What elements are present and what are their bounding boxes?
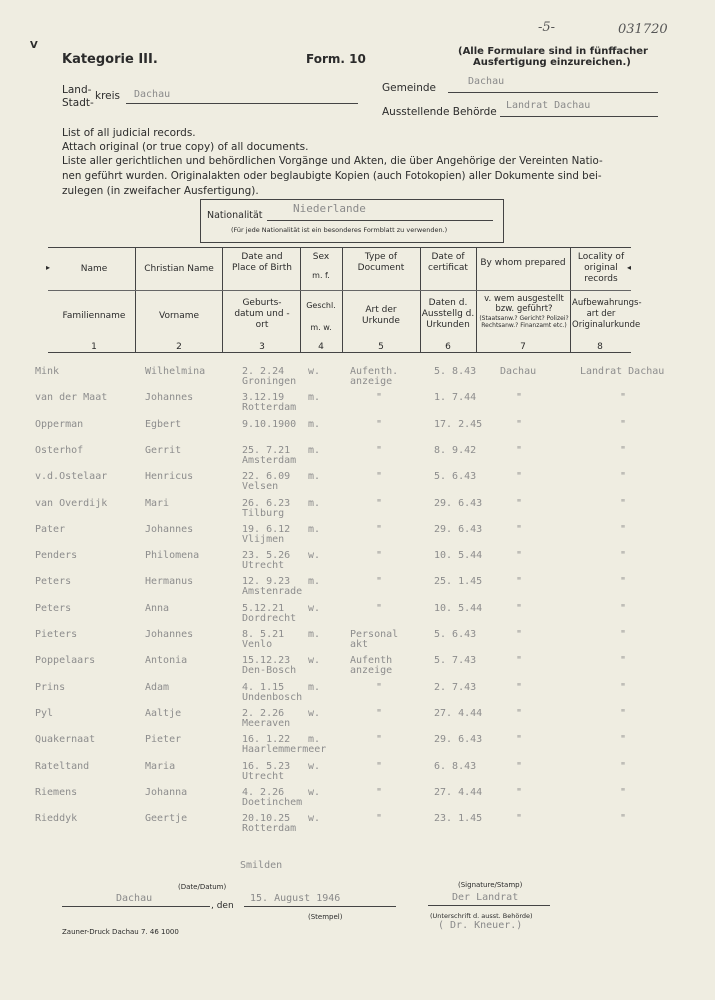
cell-document-type: " [376, 471, 383, 483]
cell-sex: w. [308, 602, 321, 614]
col-header-geburtsdatum: Geburts-datum und -ort [234, 298, 290, 330]
cell-prepared-by: Dachau [500, 366, 537, 377]
cell-prepared-by: " [516, 523, 523, 535]
stadt-label: Stadt- [62, 97, 94, 109]
cell-birth-place: Rotterdam [242, 823, 297, 835]
cell-name: v.d.Ostelaar [35, 471, 108, 483]
cell-birth-date: 2. 2.24 [242, 366, 285, 377]
cell-name: Rieddyk [35, 813, 78, 825]
cell-birth-date: 15.12.23 [242, 655, 291, 667]
cell-birth-place: Utrecht [242, 770, 285, 782]
cell-certificate-date: 5. 6.43 [434, 471, 477, 483]
cell-birth-date: 25. 7.21 [242, 444, 291, 456]
cell-document-type: " [376, 497, 383, 509]
cell-vorname: Egbert [145, 418, 182, 430]
cell-vorname: Anna [145, 602, 170, 614]
cell-birth-date: 26. 6.23 [242, 497, 291, 509]
cell-locality: " [620, 629, 627, 640]
col-header-birth: Date and Place of Birth [232, 252, 292, 273]
cell-sex: m. [308, 734, 321, 746]
cell-prepared-by: " [516, 734, 523, 746]
cell-certificate-date: 25. 1.45 [434, 576, 483, 588]
cell-document-type: " [376, 734, 383, 746]
cell-prepared-by: " [516, 655, 523, 667]
cell-document-type: " [376, 707, 383, 719]
cell-birth-place: Velsen [242, 481, 279, 493]
nationality-box [200, 199, 504, 243]
cell-prepared-by: " [516, 707, 523, 719]
cell-prepared-by: " [516, 629, 523, 640]
nationality-label: Nationalität [207, 210, 263, 221]
cell-vorname: Maria [145, 760, 176, 772]
handwritten-page-number: -5- [538, 20, 556, 35]
cell-document-type: Aufenth. [350, 366, 399, 377]
cell-sex: m. [308, 629, 321, 640]
cell-document-type: " [376, 813, 383, 825]
col-header-daten-ausstellung: Daten d. Ausstellg d. Urkunden [421, 298, 475, 330]
cell-prepared-by: " [516, 550, 523, 562]
cell-sex: w. [308, 786, 321, 798]
gemeinde-value: Dachau [468, 76, 505, 87]
cell-sex: m. [308, 418, 321, 430]
cell-prepared-by: " [516, 392, 523, 404]
cell-name: Mink [35, 366, 60, 377]
place-value: Dachau [116, 893, 153, 904]
cell-vorname: Johannes [145, 392, 194, 404]
cell-vorname: Johannes [145, 523, 194, 535]
cell-name: Pater [35, 523, 66, 535]
instruction-de-line-3: zulegen (in zweifacher Ausfertigung). [62, 185, 259, 197]
cell-name: Osterhof [35, 444, 84, 456]
cell-sex: w. [308, 813, 321, 825]
cell-sex: m. [308, 444, 321, 456]
cell-birth-date: 22. 6.09 [242, 471, 291, 483]
cell-prepared-by: " [516, 813, 523, 825]
cell-locality: " [620, 813, 627, 825]
cell-birth-date: 4. 1.15 [242, 681, 285, 693]
cell-locality: " [620, 681, 627, 693]
cell-birth-place: Tilburg [242, 507, 285, 519]
cell-sex: w. [308, 707, 321, 719]
cell-locality: " [620, 760, 627, 772]
col-header-ausgestellt: v. wem ausgestellt bzw. geführt? [484, 294, 564, 314]
cell-certificate-date: 6. 8.43 [434, 760, 477, 772]
col-header-sex-mf: m. f. [312, 271, 330, 280]
cell-name: Pyl [35, 707, 54, 719]
cell-name: Poppelaars [35, 655, 96, 667]
cell-name: Quakernaat [35, 734, 96, 746]
col-number-2: 2 [176, 342, 182, 352]
cell-document-type: " [376, 681, 383, 693]
col-header-locality: Locality of original records [577, 252, 625, 284]
cell-vorname: Henricus [145, 471, 194, 483]
cell-name: van Overdijk [35, 497, 108, 509]
col-header-sex: Sex [312, 252, 330, 262]
cell-sex: w. [308, 550, 321, 562]
cell-locality: " [620, 523, 627, 535]
last-birth-place: Smilden [240, 860, 283, 871]
cell-document-type: " [376, 550, 383, 562]
cell-document-type-cont: akt [350, 639, 369, 650]
col-number-3: 3 [259, 342, 265, 352]
cell-locality: " [620, 392, 627, 404]
cell-vorname: Antonia [145, 655, 188, 667]
cell-birth-date: 5.12.21 [242, 602, 285, 614]
cell-certificate-date: 1. 7.44 [434, 392, 477, 404]
cell-birth-place: Utrecht [242, 560, 285, 572]
cell-prepared-by: " [516, 471, 523, 483]
cell-birth-date: 12. 9.23 [242, 576, 291, 588]
col-header-cert-date: Date of certificat [428, 252, 468, 273]
cell-locality: " [620, 497, 627, 509]
cell-vorname: Pieter [145, 734, 182, 746]
gemeinde-underline [448, 92, 658, 93]
copies-note-line1: (Alle Formulare sind in fünffacher [458, 46, 648, 57]
col-number-6: 6 [445, 342, 451, 352]
cell-birth-place: Venlo [242, 639, 273, 650]
cell-certificate-date: 5. 6.43 [434, 629, 477, 640]
date-value: 15. August 1946 [250, 893, 341, 904]
cell-locality: " [620, 707, 627, 719]
cell-birth-place: Doetinchem [242, 796, 303, 808]
behoerde-value: Landrat Dachau [506, 100, 591, 111]
kreis-value: Dachau [134, 89, 171, 100]
cell-document-type: " [376, 786, 383, 798]
signature-label: (Signature/Stamp) [458, 881, 523, 889]
cell-vorname: Johanna [145, 786, 188, 798]
cell-certificate-date: 2. 7.43 [434, 681, 477, 693]
cell-birth-date: 16. 5.23 [242, 760, 291, 772]
cell-name: Opperman [35, 418, 84, 430]
col-divider-7 [570, 247, 571, 353]
cell-locality: Landrat Dachau [580, 366, 665, 377]
cell-birth-date: 4. 2.26 [242, 786, 285, 798]
cell-sex: m. [308, 471, 321, 483]
arrow-left-marker: ▸ [46, 263, 51, 272]
cell-document-type-cont: anzeige [350, 665, 393, 677]
nationality-value: Niederlande [293, 202, 366, 215]
date-underline [244, 906, 396, 907]
col-header-geschl: Geschl. [306, 301, 336, 310]
cell-birth-place: Rotterdam [242, 402, 297, 414]
col-header-ausgestellt-note: (Staatsanw.? Gericht? Polizei? Rechtsanw.? Finanzamt etc.) [479, 315, 569, 329]
cell-vorname: Philomena [145, 550, 200, 562]
cell-name: Pieters [35, 629, 78, 640]
signature-value: Der Landrat [452, 892, 519, 903]
cell-document-type: " [376, 602, 383, 614]
cell-locality: " [620, 786, 627, 798]
cell-birth-date: 2. 2.26 [242, 707, 285, 719]
cell-sex: m. [308, 681, 321, 693]
place-underline [62, 906, 210, 907]
cell-document-type: " [376, 523, 383, 535]
cell-birth-place: Amstenrade [242, 586, 303, 598]
cell-vorname: Mari [145, 497, 170, 509]
cell-name: van der Maat [35, 392, 108, 404]
cell-sex: w. [308, 366, 321, 377]
cell-locality: " [620, 734, 627, 746]
cell-vorname: Hermanus [145, 576, 194, 588]
col-number-8: 8 [597, 342, 603, 352]
cell-document-type: Aufenth [350, 655, 393, 667]
instruction-de-line-2: nen geführt wurden. Originalakten oder beglaubigte Kopien (auch Fotokopien) aller Dokumente sind bei- [62, 170, 602, 182]
copies-note-line2: Ausfertigung einzureichen.) [473, 57, 631, 68]
cell-prepared-by: " [516, 444, 523, 456]
col-number-7: 7 [520, 342, 526, 352]
signer-name: ( Dr. Kneuer.) [438, 920, 523, 931]
den-label: , den [211, 901, 234, 911]
cell-prepared-by: " [516, 681, 523, 693]
col-number-4: 4 [318, 342, 324, 352]
cell-locality: " [620, 576, 627, 588]
handwritten-reference: 031720 [618, 22, 668, 37]
cell-vorname: Adam [145, 681, 170, 693]
cell-document-type-cont: anzeige [350, 376, 393, 387]
col-divider-6 [476, 247, 477, 353]
cell-birth-date: 8. 5.21 [242, 629, 285, 640]
signature-underline [428, 905, 550, 906]
cell-document-type: " [376, 418, 383, 430]
col-header-aufbewahrung: Aufbewahrungs-art der Originalurkunde [572, 298, 642, 330]
header-mid-line [48, 290, 631, 291]
col-divider-1 [135, 247, 136, 353]
cell-vorname: Johannes [145, 629, 194, 640]
cell-birth-date: 23. 5.26 [242, 550, 291, 562]
cell-document-type: " [376, 444, 383, 456]
cell-certificate-date: 10. 5.44 [434, 550, 483, 562]
cell-name: Rateltand [35, 760, 90, 772]
cell-vorname: Wilhelmina [145, 366, 206, 377]
cell-sex: w. [308, 760, 321, 772]
nationality-note: (Für jede Nationalität ist ein besonderes Formblatt zu verwenden.) [231, 226, 448, 234]
cell-locality: " [620, 444, 627, 456]
col-header-art-urkunde: Art der Urkunde [362, 305, 400, 326]
nationality-underline [267, 220, 493, 221]
cell-birth-date: 3.12.19 [242, 392, 285, 404]
cell-locality: " [620, 602, 627, 614]
instruction-de-line-1: Liste aller gerichtlichen und behördlichen Vorgänge und Akten, die über Angehörige der Vereinten Natio- [62, 155, 603, 167]
cell-birth-place: Groningen [242, 376, 297, 387]
corner-mark: V [30, 40, 38, 51]
printer-imprint: Zauner-Druck Dachau 7. 46 1000 [62, 928, 179, 936]
cell-name: Penders [35, 550, 78, 562]
col-header-vorname: Vorname [158, 311, 200, 321]
cell-prepared-by: " [516, 786, 523, 798]
form-number: Form. 10 [306, 52, 366, 66]
cell-sex: m. [308, 576, 321, 588]
cell-birth-place: Haarlemmermeer [242, 744, 327, 756]
cell-vorname: Aaltje [145, 707, 182, 719]
cell-name: Riemens [35, 786, 78, 798]
col-header-name: Name [80, 264, 108, 274]
gemeinde-label: Gemeinde [382, 82, 436, 94]
col-header-christian-name: Christian Name [144, 264, 214, 274]
cell-name: Peters [35, 602, 72, 614]
date-label: (Date/Datum) [178, 883, 227, 891]
cell-certificate-date: 29. 6.43 [434, 734, 483, 746]
cell-locality: " [620, 471, 627, 483]
cell-document-type: " [376, 392, 383, 404]
cell-birth-date: 9.10.1900 [242, 418, 297, 430]
cell-locality: " [620, 550, 627, 562]
cell-sex: m. [308, 523, 321, 535]
cell-birth-place: Amsterdam [242, 454, 297, 466]
col-header-familienname: Familienname [62, 311, 126, 321]
cell-birth-date: 19. 6.12 [242, 523, 291, 535]
category-title: Kategorie III. [62, 52, 158, 67]
land-label: Land- [62, 84, 92, 96]
cell-prepared-by: " [516, 576, 523, 588]
cell-document-type: Personal [350, 629, 399, 640]
cell-prepared-by: " [516, 760, 523, 772]
cell-prepared-by: " [516, 418, 523, 430]
kreis-label: kreis [95, 90, 121, 102]
cell-certificate-date: 5. 8.43 [434, 366, 477, 377]
cell-vorname: Gerrit [145, 444, 182, 456]
col-divider-4 [342, 247, 343, 353]
cell-locality: " [620, 418, 627, 430]
col-number-5: 5 [378, 342, 384, 352]
arrow-right-marker: ◂ [627, 263, 632, 272]
cell-name: Prins [35, 681, 66, 693]
cell-sex: m. [308, 497, 321, 509]
cell-prepared-by: " [516, 602, 523, 614]
cell-birth-date: 20.10.25 [242, 813, 291, 825]
cell-birth-place: Vlijmen [242, 533, 285, 545]
cell-sex: w. [308, 655, 321, 667]
cell-name: Peters [35, 576, 72, 588]
cell-prepared-by: " [516, 497, 523, 509]
cell-certificate-date: 29. 6.43 [434, 497, 483, 509]
cell-certificate-date: 5. 7.43 [434, 655, 477, 667]
cell-certificate-date: 27. 4.44 [434, 786, 483, 798]
cell-certificate-date: 17. 2.45 [434, 418, 483, 430]
cell-vorname: Geertje [145, 813, 188, 825]
cell-document-type: " [376, 576, 383, 588]
cell-birth-place: Den-Bosch [242, 665, 297, 677]
cell-birth-place: Dordrecht [242, 612, 297, 624]
instruction-line-2: Attach original (or true copy) of all documents. [62, 141, 309, 153]
instruction-line-1: List of all judicial records. [62, 127, 196, 139]
col-header-geschl-mw: m. w. [310, 323, 332, 332]
cell-document-type: " [376, 760, 383, 772]
cell-certificate-date: 29. 6.43 [434, 523, 483, 535]
cell-certificate-date: 8. 9.42 [434, 444, 477, 456]
cell-locality: " [620, 655, 627, 667]
cell-birth-date: 16. 1.22 [242, 734, 291, 746]
stamp-label: (Stempel) [308, 913, 343, 921]
col-number-1: 1 [91, 342, 97, 352]
cell-certificate-date: 23. 1.45 [434, 813, 483, 825]
cell-certificate-date: 27. 4.44 [434, 707, 483, 719]
behoerde-underline [500, 116, 658, 117]
behoerde-label: Ausstellende Behörde [382, 106, 497, 118]
col-divider-2 [222, 247, 223, 353]
cell-birth-place: Undenbosch [242, 691, 303, 703]
cell-sex: m. [308, 392, 321, 404]
cell-birth-place: Meeraven [242, 717, 291, 729]
col-header-doc-type: Type of Document [357, 252, 405, 273]
kreis-underline [126, 103, 358, 104]
col-header-prepared-by: By whom prepared [480, 258, 566, 268]
unterschrift-label: (Unterschrift d. ausst. Behörde) [430, 912, 533, 920]
cell-certificate-date: 10. 5.44 [434, 602, 483, 614]
